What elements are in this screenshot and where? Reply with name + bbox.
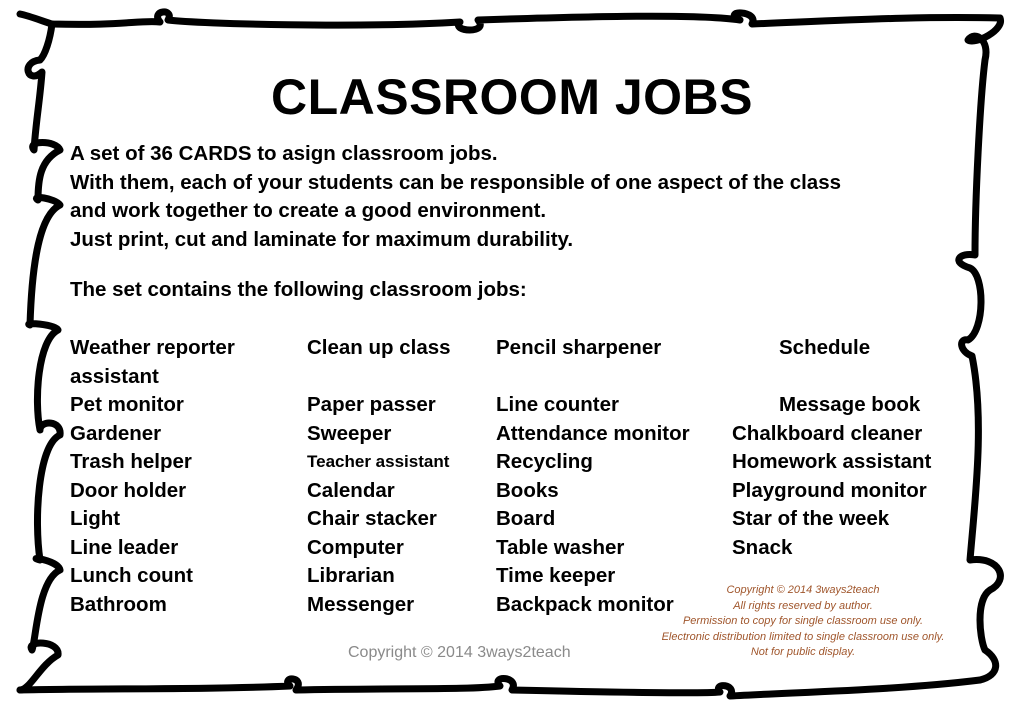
job-item	[496, 363, 690, 392]
job-item: Message book	[779, 393, 921, 416]
copyright-footer: Copyright © 2014 3ways2teach	[348, 644, 571, 661]
job-item: Line leader	[70, 535, 179, 559]
job-item: Pet monitor	[70, 393, 184, 416]
job-item: Chalkboard cleaner	[732, 421, 923, 445]
job-item: Teacher assistant	[307, 452, 450, 471]
job-item: Computer	[307, 535, 404, 559]
job-item: Board	[496, 507, 556, 530]
legal-line: Electronic distribution limited to single classroom use only.	[661, 630, 945, 643]
job-item: Recycling	[496, 450, 593, 473]
job-item: Light	[70, 507, 121, 530]
job-item: Snack	[732, 535, 793, 559]
job-item: Weather reporter	[70, 336, 235, 359]
legal-line: Permission to copy for single classroom use only.	[682, 615, 924, 627]
job-item: Messenger	[307, 592, 415, 616]
page-title: CLASSROOM JOBS	[270, 69, 754, 125]
job-item: Homework assistant	[732, 450, 932, 473]
intro-line: With them, each of your students can be responsible of one aspect of the class	[70, 170, 842, 194]
job-item	[732, 363, 931, 392]
job-item	[307, 363, 451, 392]
legal-line: Copyright © 2014 3ways2teach	[726, 584, 880, 596]
jobs-column-4	[732, 334, 931, 562]
intro-line: and work together to create a good environment.	[70, 199, 547, 222]
job-item: Star of the week	[732, 507, 890, 530]
job-item: Line counter	[496, 393, 620, 416]
job-item: Attendance monitor	[496, 421, 690, 445]
job-item: Bathroom	[70, 592, 167, 616]
job-item: Backpack monitor	[496, 592, 674, 616]
job-item: Playground monitor	[732, 478, 927, 502]
job-item: Librarian	[307, 564, 395, 587]
job-item: Clean up class	[307, 336, 451, 359]
job-item: Table washer	[496, 535, 625, 559]
job-item: Books	[496, 478, 559, 502]
job-item: Pencil sharpener	[496, 336, 662, 359]
intro-line: Just print, cut and laminate for maximum durability.	[70, 227, 574, 251]
job-item: Trash helper	[70, 450, 192, 473]
intro-text	[70, 140, 841, 254]
job-item: Time keeper	[496, 564, 616, 587]
jobs-column-2	[307, 334, 451, 619]
jobs-column-3	[496, 334, 690, 619]
job-item: Calendar	[307, 478, 395, 502]
job-item: assistant	[70, 364, 159, 388]
intro-line: A set of 36 CARDS to asign classroom jobs.	[70, 142, 498, 165]
legal-line: Not for public display.	[750, 646, 856, 658]
contains-label: The set contains the following classroom jobs:	[70, 278, 527, 301]
job-item: Schedule	[779, 336, 871, 359]
job-item: Sweeper	[307, 421, 392, 445]
job-item: Chair stacker	[307, 507, 437, 530]
job-item: Gardener	[70, 421, 162, 445]
jobs-column-1	[70, 334, 235, 619]
job-item: Paper passer	[307, 393, 436, 416]
job-item: Lunch count	[70, 564, 193, 587]
legal-notice	[628, 583, 978, 661]
job-item: Door holder	[70, 478, 187, 502]
legal-line: All rights reserved by author.	[733, 599, 873, 612]
